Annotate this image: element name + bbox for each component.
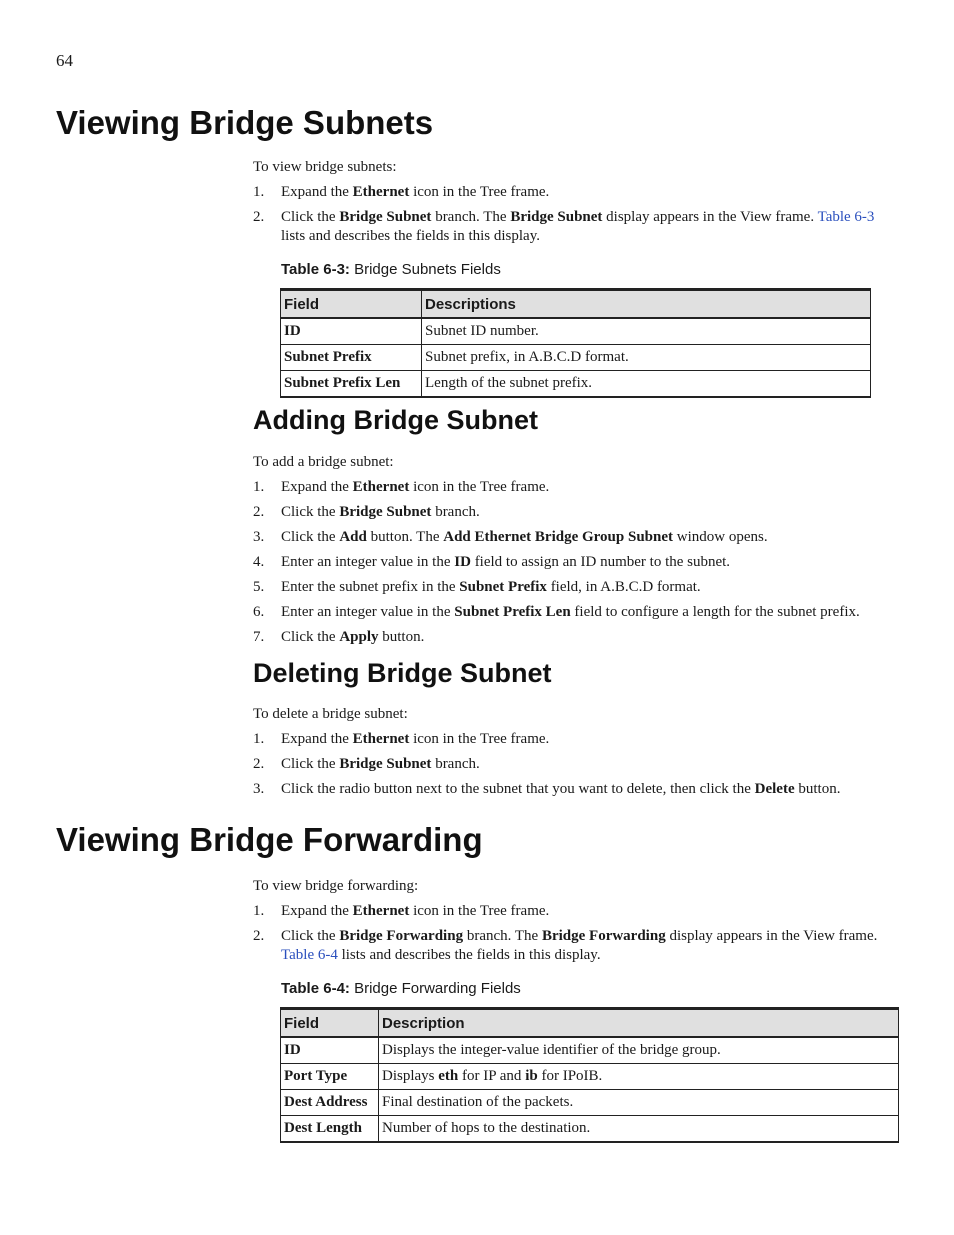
field-cell: Subnet Prefix: [281, 345, 422, 371]
step-number: 3.: [253, 781, 265, 797]
description-cell: Subnet prefix, in A.B.C.D format.: [422, 345, 871, 371]
text-run: for IP and: [458, 1068, 526, 1084]
heading-adding-bridge-subnet: Adding Bridge Subnet: [253, 405, 538, 435]
table-link[interactable]: Table 6-3: [817, 209, 875, 225]
description-cell: [379, 1064, 899, 1090]
description-cell: [379, 1037, 899, 1064]
list-item: [253, 755, 903, 774]
text-run: field to configure a length for the subnet prefix.: [570, 604, 860, 620]
col-header-field: Field: [281, 290, 422, 319]
description-cell: [379, 1090, 899, 1116]
table-caption-text: Bridge Forwarding Fields: [349, 980, 521, 997]
bold-term: Bridge Forwarding: [541, 928, 666, 944]
bold-term: Add: [339, 529, 367, 545]
bold-term: Apply: [339, 629, 379, 645]
bold-term: Ethernet: [352, 731, 410, 747]
text-run: lists and describes the fields in this display.: [337, 947, 601, 963]
table-caption-label: Table 6-4:: [281, 980, 350, 997]
list-item: [253, 183, 898, 202]
text-run: branch. The: [463, 928, 542, 944]
bold-term: Ethernet: [352, 903, 410, 919]
bold-term: ID: [454, 554, 471, 570]
list-item: [253, 927, 901, 965]
bold-term: Subnet Prefix: [459, 579, 547, 595]
intro-viewing-subnets: To view bridge subnets:: [253, 159, 397, 175]
step-number: 1.: [253, 184, 265, 200]
text-run: Expand the: [281, 731, 353, 747]
step-number: 4.: [253, 554, 265, 570]
table-bridge-subnets-fields: [280, 288, 871, 398]
list-item: [253, 780, 903, 799]
step-number: 1.: [253, 479, 265, 495]
description-cell: Length of the subnet prefix.: [422, 371, 871, 398]
bold-term: Delete: [754, 781, 795, 797]
list-item: [253, 553, 903, 572]
intro-deleting-subnet: To delete a bridge subnet:: [253, 706, 408, 722]
list-item: [253, 628, 903, 647]
step-number: 6.: [253, 604, 265, 620]
text-run: branch.: [431, 504, 480, 520]
text-run: Expand the: [281, 903, 353, 919]
text-run: for IPoIB.: [537, 1068, 603, 1084]
table-link[interactable]: Table 6-4: [281, 947, 338, 963]
col-header-descriptions: Descriptions: [422, 290, 871, 319]
text-run: Enter an integer value in the: [281, 554, 455, 570]
field-cell: ID: [281, 1037, 379, 1064]
text-run: Click the: [281, 629, 340, 645]
list-item: [253, 478, 903, 497]
table-row: [281, 1090, 899, 1116]
text-run: button.: [378, 629, 425, 645]
step-number: 7.: [253, 629, 265, 645]
bold-term: Bridge Subnet: [339, 209, 432, 225]
table-row: [281, 345, 871, 371]
table-row: [281, 1037, 899, 1064]
text-run: Enter the subnet prefix in the: [281, 579, 460, 595]
text-run: branch. The: [431, 209, 511, 225]
table-caption-text: Bridge Subnets Fields: [349, 261, 501, 278]
table-row: [281, 1116, 899, 1143]
text-run: Number of hops to the destination.: [382, 1120, 591, 1136]
bold-term: Ethernet: [352, 184, 410, 200]
steps-adding-subnet: [253, 478, 903, 653]
step-number: 3.: [253, 529, 265, 545]
description-cell: [379, 1116, 899, 1143]
bold-term: ib: [525, 1068, 538, 1084]
field-cell: Subnet Prefix Len: [281, 371, 422, 398]
text-run: button.: [794, 781, 841, 797]
step-number: 2.: [253, 209, 265, 225]
step-number: 1.: [253, 903, 265, 919]
step-number: 2.: [253, 504, 265, 520]
text-run: Click the: [281, 504, 340, 520]
intro-adding-subnet: To add a bridge subnet:: [253, 454, 394, 470]
bold-term: Subnet Prefix Len: [454, 604, 571, 620]
text-run: Click the: [281, 928, 340, 944]
page-number: 64: [56, 51, 73, 70]
text-run: field to assign an ID number to the subnet.: [470, 554, 731, 570]
heading-deleting-bridge-subnet: Deleting Bridge Subnet: [253, 658, 552, 688]
bold-term: Bridge Forwarding: [339, 928, 464, 944]
text-run: branch.: [431, 756, 480, 772]
steps-viewing-forwarding: [253, 902, 901, 971]
step-number: 1.: [253, 731, 265, 747]
text-run: Click the radio button next to the subnet that you want to delete, then click the: [281, 781, 755, 797]
text-run: window opens.: [673, 529, 768, 545]
steps-viewing-subnets: [253, 183, 898, 252]
text-run: icon in the Tree frame.: [409, 903, 550, 919]
step-number: 5.: [253, 579, 265, 595]
text-run: Final destination of the packets.: [382, 1094, 574, 1110]
table-caption-label: Table 6-3:: [281, 261, 350, 278]
table-bridge-forwarding-fields: [280, 1007, 899, 1143]
intro-viewing-forwarding: To view bridge forwarding:: [253, 878, 419, 894]
text-run: Enter an integer value in the: [281, 604, 455, 620]
field-cell: ID: [281, 318, 422, 345]
text-run: button. The: [366, 529, 444, 545]
text-run: display appears in the View frame.: [602, 209, 818, 225]
table-row: [281, 371, 871, 398]
field-cell: Dest Address: [281, 1090, 379, 1116]
text-run: Click the: [281, 529, 340, 545]
col-header-description: Description: [379, 1009, 899, 1038]
text-run: display appears in the View frame.: [665, 928, 878, 944]
table-row: [281, 1064, 899, 1090]
bold-term: Bridge Subnet: [510, 209, 603, 225]
text-run: lists and describes the fields in this display.: [281, 228, 540, 244]
bold-term: Add Ethernet Bridge Group Subnet: [443, 529, 674, 545]
field-cell: Dest Length: [281, 1116, 379, 1143]
text-run: icon in the Tree frame.: [409, 184, 550, 200]
list-item: [253, 208, 898, 246]
bold-term: Ethernet: [352, 479, 410, 495]
list-item: [253, 730, 903, 749]
text-run: Expand the: [281, 184, 353, 200]
text-run: Displays: [382, 1068, 439, 1084]
text-run: Click the: [281, 756, 340, 772]
list-item: [253, 528, 903, 547]
description-cell: Subnet ID number.: [422, 318, 871, 345]
table-row: [281, 318, 871, 345]
text-run: Click the: [281, 209, 340, 225]
text-run: icon in the Tree frame.: [409, 479, 550, 495]
step-number: 2.: [253, 928, 265, 944]
list-item: [253, 603, 903, 622]
table-6-4-caption: [281, 980, 521, 997]
text-run: icon in the Tree frame.: [409, 731, 550, 747]
text-run: Displays the integer-value identifier of the bridge group.: [382, 1042, 721, 1058]
heading-viewing-bridge-subnets: Viewing Bridge Subnets: [56, 104, 434, 141]
table-6-3-caption: [281, 261, 501, 278]
list-item: [253, 578, 903, 597]
heading-viewing-bridge-forwarding: Viewing Bridge Forwarding: [56, 821, 483, 858]
field-cell: Port Type: [281, 1064, 379, 1090]
bold-term: eth: [438, 1068, 459, 1084]
step-number: 2.: [253, 756, 265, 772]
col-header-field: Field: [281, 1009, 379, 1038]
bold-term: Bridge Subnet: [339, 504, 432, 520]
steps-deleting-subnet: [253, 730, 903, 805]
list-item: [253, 503, 903, 522]
bold-term: Bridge Subnet: [339, 756, 432, 772]
text-run: field, in A.B.C.D format.: [546, 579, 701, 595]
text-run: Expand the: [281, 479, 353, 495]
list-item: [253, 902, 901, 921]
